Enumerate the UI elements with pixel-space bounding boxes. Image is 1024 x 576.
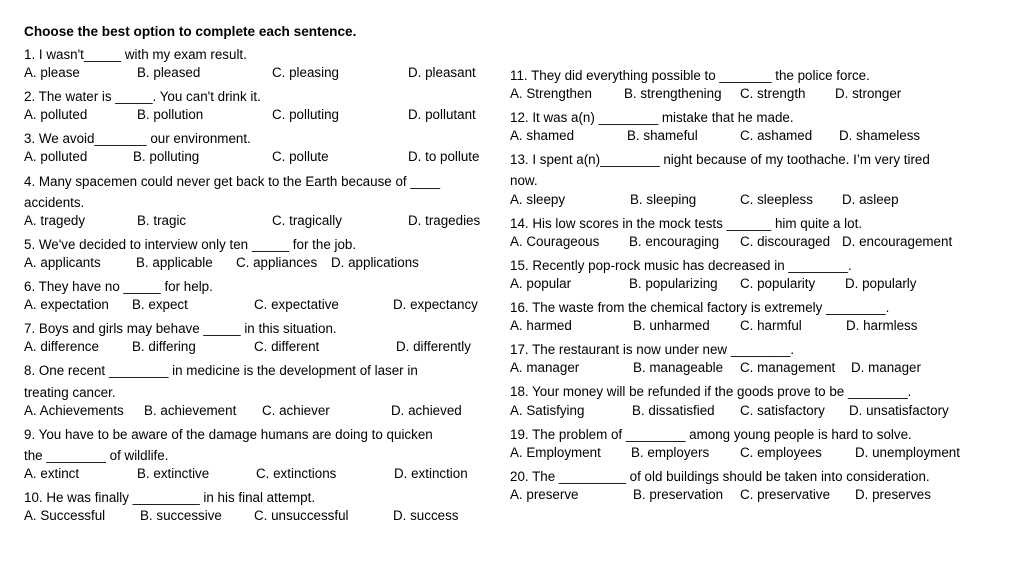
option-14a: A. Courageous — [510, 233, 600, 249]
options-8 — [24, 403, 494, 424]
option-8d: D. achieved — [391, 402, 462, 418]
option-8c: C. achiever — [262, 402, 330, 418]
option-10b: B. successive — [140, 508, 222, 524]
option-19d: D. unemployment — [855, 444, 960, 460]
question-6: 6. They have no _____ for help. — [24, 279, 213, 295]
option-1a: A. please — [24, 65, 80, 81]
question-9-cont: the ________ of wildlife. — [24, 447, 169, 463]
option-19c: C. employees — [740, 444, 822, 460]
options-11 — [510, 86, 1000, 107]
option-10a: A. Successful — [24, 508, 106, 524]
options-1 — [24, 65, 494, 86]
option-12c: C. ashamed — [740, 128, 813, 144]
question-10: 10. He was finally _________ in his final attempt. — [24, 489, 316, 505]
option-1d: D. pleasant — [408, 65, 476, 81]
question-18: 18. Your money will be refunded if the goods prove to be ________. — [510, 384, 912, 400]
options-9 — [24, 466, 494, 487]
question-15: 15. Recently pop-rock music has decreased in ________. — [510, 257, 852, 273]
options-18 — [510, 403, 1000, 424]
options-16 — [510, 318, 1000, 339]
option-20b: B. preservation — [633, 486, 724, 502]
option-16a: A. harmed — [510, 318, 572, 334]
question-3: 3. We avoid_______ our environment. — [24, 131, 251, 147]
question-1: 1. I wasn't_____ with my exam result. — [24, 47, 247, 62]
option-19b: B. employers — [631, 444, 710, 460]
options-12 — [510, 128, 1000, 149]
option-2a: A. polluted — [24, 107, 88, 123]
question-5: 5. We've decided to interview only ten _____ for the job. — [24, 236, 357, 252]
options-6 — [24, 297, 494, 318]
question-19: 19. The problem of ________ among young people is hard to solve. — [510, 426, 912, 442]
option-7a: A. difference — [24, 339, 99, 355]
option-9c: C. extinctions — [256, 465, 337, 481]
option-10c: C. unsuccessful — [254, 508, 349, 524]
option-19a: A. Employment — [510, 444, 601, 460]
option-18a: A. Satisfying — [510, 402, 585, 418]
options-10 — [24, 508, 494, 529]
option-13b: B. sleeping — [630, 191, 697, 207]
option-4d: D. tragedies — [408, 212, 481, 228]
option-14c: C. discouraged — [740, 233, 831, 249]
option-12a: A. shamed — [510, 128, 575, 144]
question-7: 7. Boys and girls may behave _____ in this situation. — [24, 321, 337, 337]
options-17 — [510, 360, 1000, 381]
question-20: 20. The _________ of old buildings should be taken into consideration. — [510, 468, 930, 484]
option-13d: D. asleep — [842, 191, 899, 207]
option-11c: C. strength — [740, 86, 806, 102]
option-10d: D. success — [393, 508, 459, 524]
option-1c: C. pleasing — [272, 65, 339, 81]
question-13: 13. I spent a(n)________ night because of my toothache. I’m very tired — [510, 152, 930, 168]
option-7d: D. differently — [396, 339, 471, 355]
options-4 — [24, 213, 494, 234]
options-7 — [24, 339, 494, 360]
question-2: 2. The water is _____. You can't drink it. — [24, 89, 261, 105]
option-20d: D. preserves — [855, 486, 931, 502]
option-17c: C. management — [740, 360, 836, 376]
options-3 — [24, 149, 494, 170]
option-15c: C. popularity — [740, 275, 816, 291]
option-3c: C. pollute — [272, 149, 329, 165]
option-9a: A. extinct — [24, 465, 80, 481]
option-4b: B. tragic — [137, 212, 187, 228]
option-15b: B. popularizing — [629, 275, 718, 291]
option-18b: B. dissatisfied — [632, 402, 715, 418]
question-12: 12. It was a(n) ________ mistake that he made. — [510, 110, 794, 126]
question-9: 9. You have to be aware of the damage humans are doing to quicken — [24, 426, 433, 442]
option-3b: B. polluting — [133, 149, 200, 165]
option-16c: C. harmful — [740, 318, 802, 334]
option-18d: D. unsatisfactory — [849, 402, 949, 418]
option-20c: C. preservative — [740, 486, 831, 502]
option-15a: A. popular — [510, 275, 572, 291]
question-4: 4. Many spacemen could never get back to the Earth because of ____ — [24, 173, 441, 189]
option-6a: A. expectation — [24, 297, 109, 313]
options-15 — [510, 276, 1000, 297]
options-19 — [510, 445, 1000, 466]
option-5a: A. applicants — [24, 254, 101, 270]
option-11a: A. Strengthen — [510, 86, 592, 102]
question-17: 17. The restaurant is now under new ________. — [510, 342, 795, 358]
options-2 — [24, 107, 494, 128]
options-20 — [510, 487, 1000, 508]
option-13a: A. sleepy — [510, 191, 566, 207]
option-2d: D. pollutant — [408, 107, 476, 123]
question-16: 16. The waste from the chemical factory is extremely ________. — [510, 300, 890, 316]
option-5c: C. appliances — [236, 254, 318, 270]
options-5 — [24, 255, 494, 276]
option-16b: B. unharmed — [633, 318, 710, 334]
options-14 — [510, 234, 1000, 255]
option-17b: B. manageable — [633, 360, 724, 376]
option-4c: C. tragically — [272, 212, 342, 228]
question-13-cont: now. — [510, 173, 538, 189]
option-3d: D. to pollute — [408, 149, 480, 165]
option-7c: C. different — [254, 339, 320, 355]
option-8a: A. Achievements — [24, 402, 124, 418]
option-4a: A. tragedy — [24, 212, 86, 228]
option-18c: C. satisfactory — [740, 402, 825, 418]
option-9b: B. extinctive — [137, 465, 210, 481]
option-6d: D. expectancy — [393, 297, 478, 313]
worksheet-title: Choose the best option to complete each sentence. — [24, 24, 357, 39]
option-12d: D. shameless — [839, 128, 921, 144]
option-6c: C. expectative — [254, 297, 339, 313]
option-6b: B. expect — [132, 297, 188, 313]
question-8: 8. One recent ________ in medicine is the development of laser in — [24, 363, 418, 379]
option-8b: B. achievement — [144, 402, 237, 418]
option-17d: D. manager — [851, 360, 921, 376]
options-13 — [510, 192, 1000, 213]
option-14b: B. encouraging — [629, 233, 720, 249]
questions-right-column — [510, 65, 1000, 508]
option-11b: B. strengthening — [624, 86, 722, 102]
option-12b: B. shameful — [627, 128, 698, 144]
option-17a: A. manager — [510, 360, 580, 376]
questions-left-column — [24, 44, 494, 529]
option-16d: D. harmless — [846, 318, 918, 334]
option-2c: C. polluting — [272, 107, 339, 123]
option-13c: C. sleepless — [740, 191, 813, 207]
option-5b: B. applicable — [136, 254, 213, 270]
option-2b: B. pollution — [137, 107, 204, 123]
option-11d: D. stronger — [835, 86, 902, 102]
question-14: 14. His low scores in the mock tests ______ him quite a lot. — [510, 215, 863, 231]
option-9d: D. extinction — [394, 465, 468, 481]
option-15d: D. popularly — [845, 275, 917, 291]
option-5d: D. applications — [331, 254, 419, 270]
option-20a: A. preserve — [510, 486, 579, 502]
option-3a: A. polluted — [24, 149, 88, 165]
question-11: 11. They did everything possible to _______ the police force. — [510, 68, 870, 83]
question-8-cont: treating cancer. — [24, 384, 116, 400]
option-14d: D. encouragement — [842, 233, 953, 249]
question-4-cont: accidents. — [24, 194, 85, 210]
option-7b: B. differing — [132, 339, 196, 355]
option-1b: B. pleased — [137, 65, 201, 81]
